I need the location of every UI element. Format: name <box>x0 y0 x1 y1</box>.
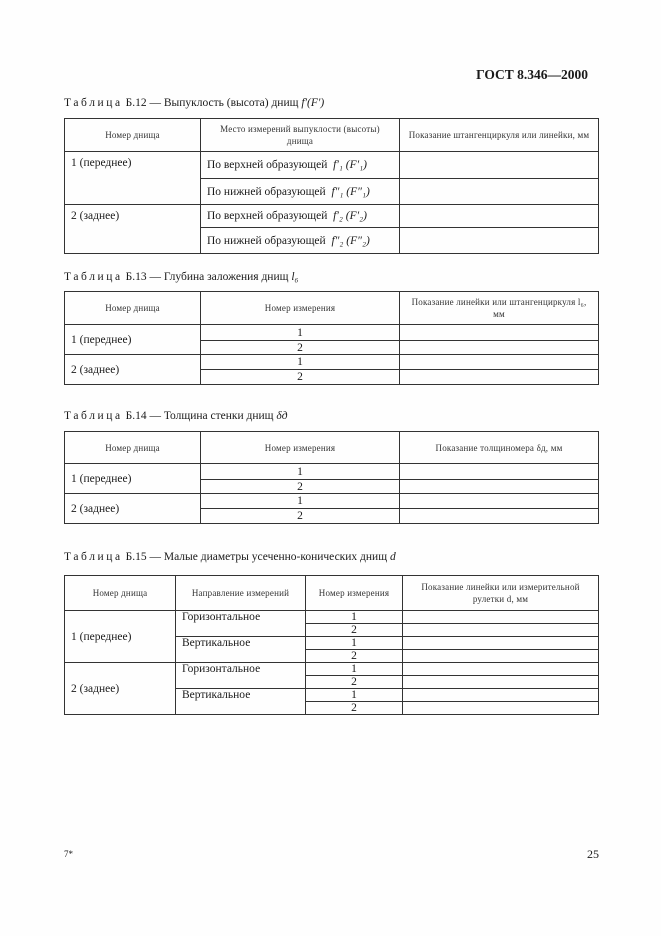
header-measurement-number: Номер измерения <box>201 432 400 464</box>
header-reading: Показание толщиномера δд, мм <box>400 432 599 464</box>
bottom-label: 2 (заднее) <box>65 663 176 715</box>
reading-cell[interactable] <box>400 494 599 509</box>
document-code: ГОСТ 8.346—2000 <box>476 67 588 82</box>
measurement-number: 1 <box>201 494 400 509</box>
bottom-label: 1 (переднее) <box>65 611 176 663</box>
header-bottom-number: Номер днища <box>65 576 176 611</box>
measurement-number: 2 <box>306 624 403 637</box>
reading-cell[interactable] <box>403 689 599 702</box>
measurement-number: 1 <box>306 637 403 650</box>
measurement-number: 1 <box>201 325 400 341</box>
reading-cell[interactable] <box>403 624 599 637</box>
table-b13 <box>64 291 599 385</box>
direction-label: Вертикальное <box>176 689 306 715</box>
measure-place: По верхней образующей f′₁ (F′₁) <box>201 152 400 179</box>
measurement-number: 2 <box>201 370 400 385</box>
reading-cell[interactable] <box>400 370 599 385</box>
table-b15-caption: Таблица Б.15 — Малые диаметры усеченно-конических днищ d <box>64 551 396 563</box>
measurement-number: 1 <box>201 355 400 370</box>
measurement-number: 1 <box>201 464 400 480</box>
table-b14-caption: Таблица Б.14 — Толщина стенки днищ δд <box>64 410 288 422</box>
header-measure-place: Место измерений выпуклости (высоты) днища <box>201 119 400 152</box>
bottom-label: 1 (переднее) <box>65 152 201 205</box>
header-bottom-number: Номер днища <box>65 119 201 152</box>
direction-label: Вертикальное <box>176 637 306 663</box>
bottom-label: 1 (переднее) <box>65 325 201 355</box>
header-measurement-number: Номер измерения <box>201 292 400 325</box>
measurement-number: 2 <box>306 650 403 663</box>
reading-cell[interactable] <box>403 611 599 624</box>
table-b13-caption: Таблица Б.13 — Глубина заложения днищ l₆ <box>64 271 299 283</box>
measurement-number: 2 <box>306 702 403 715</box>
reading-cell[interactable] <box>400 205 599 228</box>
measurement-number: 1 <box>306 689 403 702</box>
header-reading: Показание штангенциркуля или линейки, мм <box>400 119 599 152</box>
measurement-number: 2 <box>201 509 400 524</box>
reading-cell[interactable] <box>400 480 599 494</box>
footer-mark: 7* <box>64 849 73 859</box>
reading-cell[interactable] <box>400 228 599 254</box>
bottom-label: 2 (заднее) <box>65 494 201 524</box>
measure-place: По нижней образующей f″₂ (F″₂) <box>201 228 400 254</box>
table-b14 <box>64 431 599 524</box>
reading-cell[interactable] <box>400 509 599 524</box>
reading-cell[interactable] <box>400 464 599 480</box>
reading-cell[interactable] <box>403 637 599 650</box>
header-bottom-number: Номер днища <box>65 432 201 464</box>
reading-cell[interactable] <box>400 325 599 341</box>
header-bottom-number: Номер днища <box>65 292 201 325</box>
direction-label: Горизонтальное <box>176 611 306 637</box>
table-b12 <box>64 118 599 254</box>
reading-cell[interactable] <box>400 341 599 355</box>
measurement-number: 1 <box>306 611 403 624</box>
reading-cell[interactable] <box>403 676 599 689</box>
reading-cell[interactable] <box>403 663 599 676</box>
bottom-label: 1 (переднее) <box>65 464 201 494</box>
measure-place: По верхней образующей f′₂ (F′₂) <box>201 205 400 228</box>
direction-label: Горизонтальное <box>176 663 306 689</box>
table-b12-caption: Таблица Б.12 — Выпуклость (высота) днищ f′(F′) <box>64 97 325 109</box>
measurement-number: 2 <box>201 480 400 494</box>
measure-place: По нижней образующей f″₁ (F″₁) <box>201 179 400 205</box>
header-reading: Показание линейки или измерительной рулетки d, мм <box>403 576 599 611</box>
reading-cell[interactable] <box>403 650 599 663</box>
header-direction: Направление измерений <box>176 576 306 611</box>
measurement-number: 1 <box>306 663 403 676</box>
header-measurement-number: Номер измерения <box>306 576 403 611</box>
measurement-number: 2 <box>306 676 403 689</box>
reading-cell[interactable] <box>400 179 599 205</box>
page-number: 25 <box>587 847 599 861</box>
reading-cell[interactable] <box>400 355 599 370</box>
bottom-label: 2 (заднее) <box>65 355 201 385</box>
bottom-label: 2 (заднее) <box>65 205 201 254</box>
reading-cell[interactable] <box>400 152 599 179</box>
table-b15 <box>64 575 599 715</box>
reading-cell[interactable] <box>403 702 599 715</box>
measurement-number: 2 <box>201 341 400 355</box>
header-reading: Показание линейки или штангенциркуля l₆, мм <box>400 292 599 325</box>
